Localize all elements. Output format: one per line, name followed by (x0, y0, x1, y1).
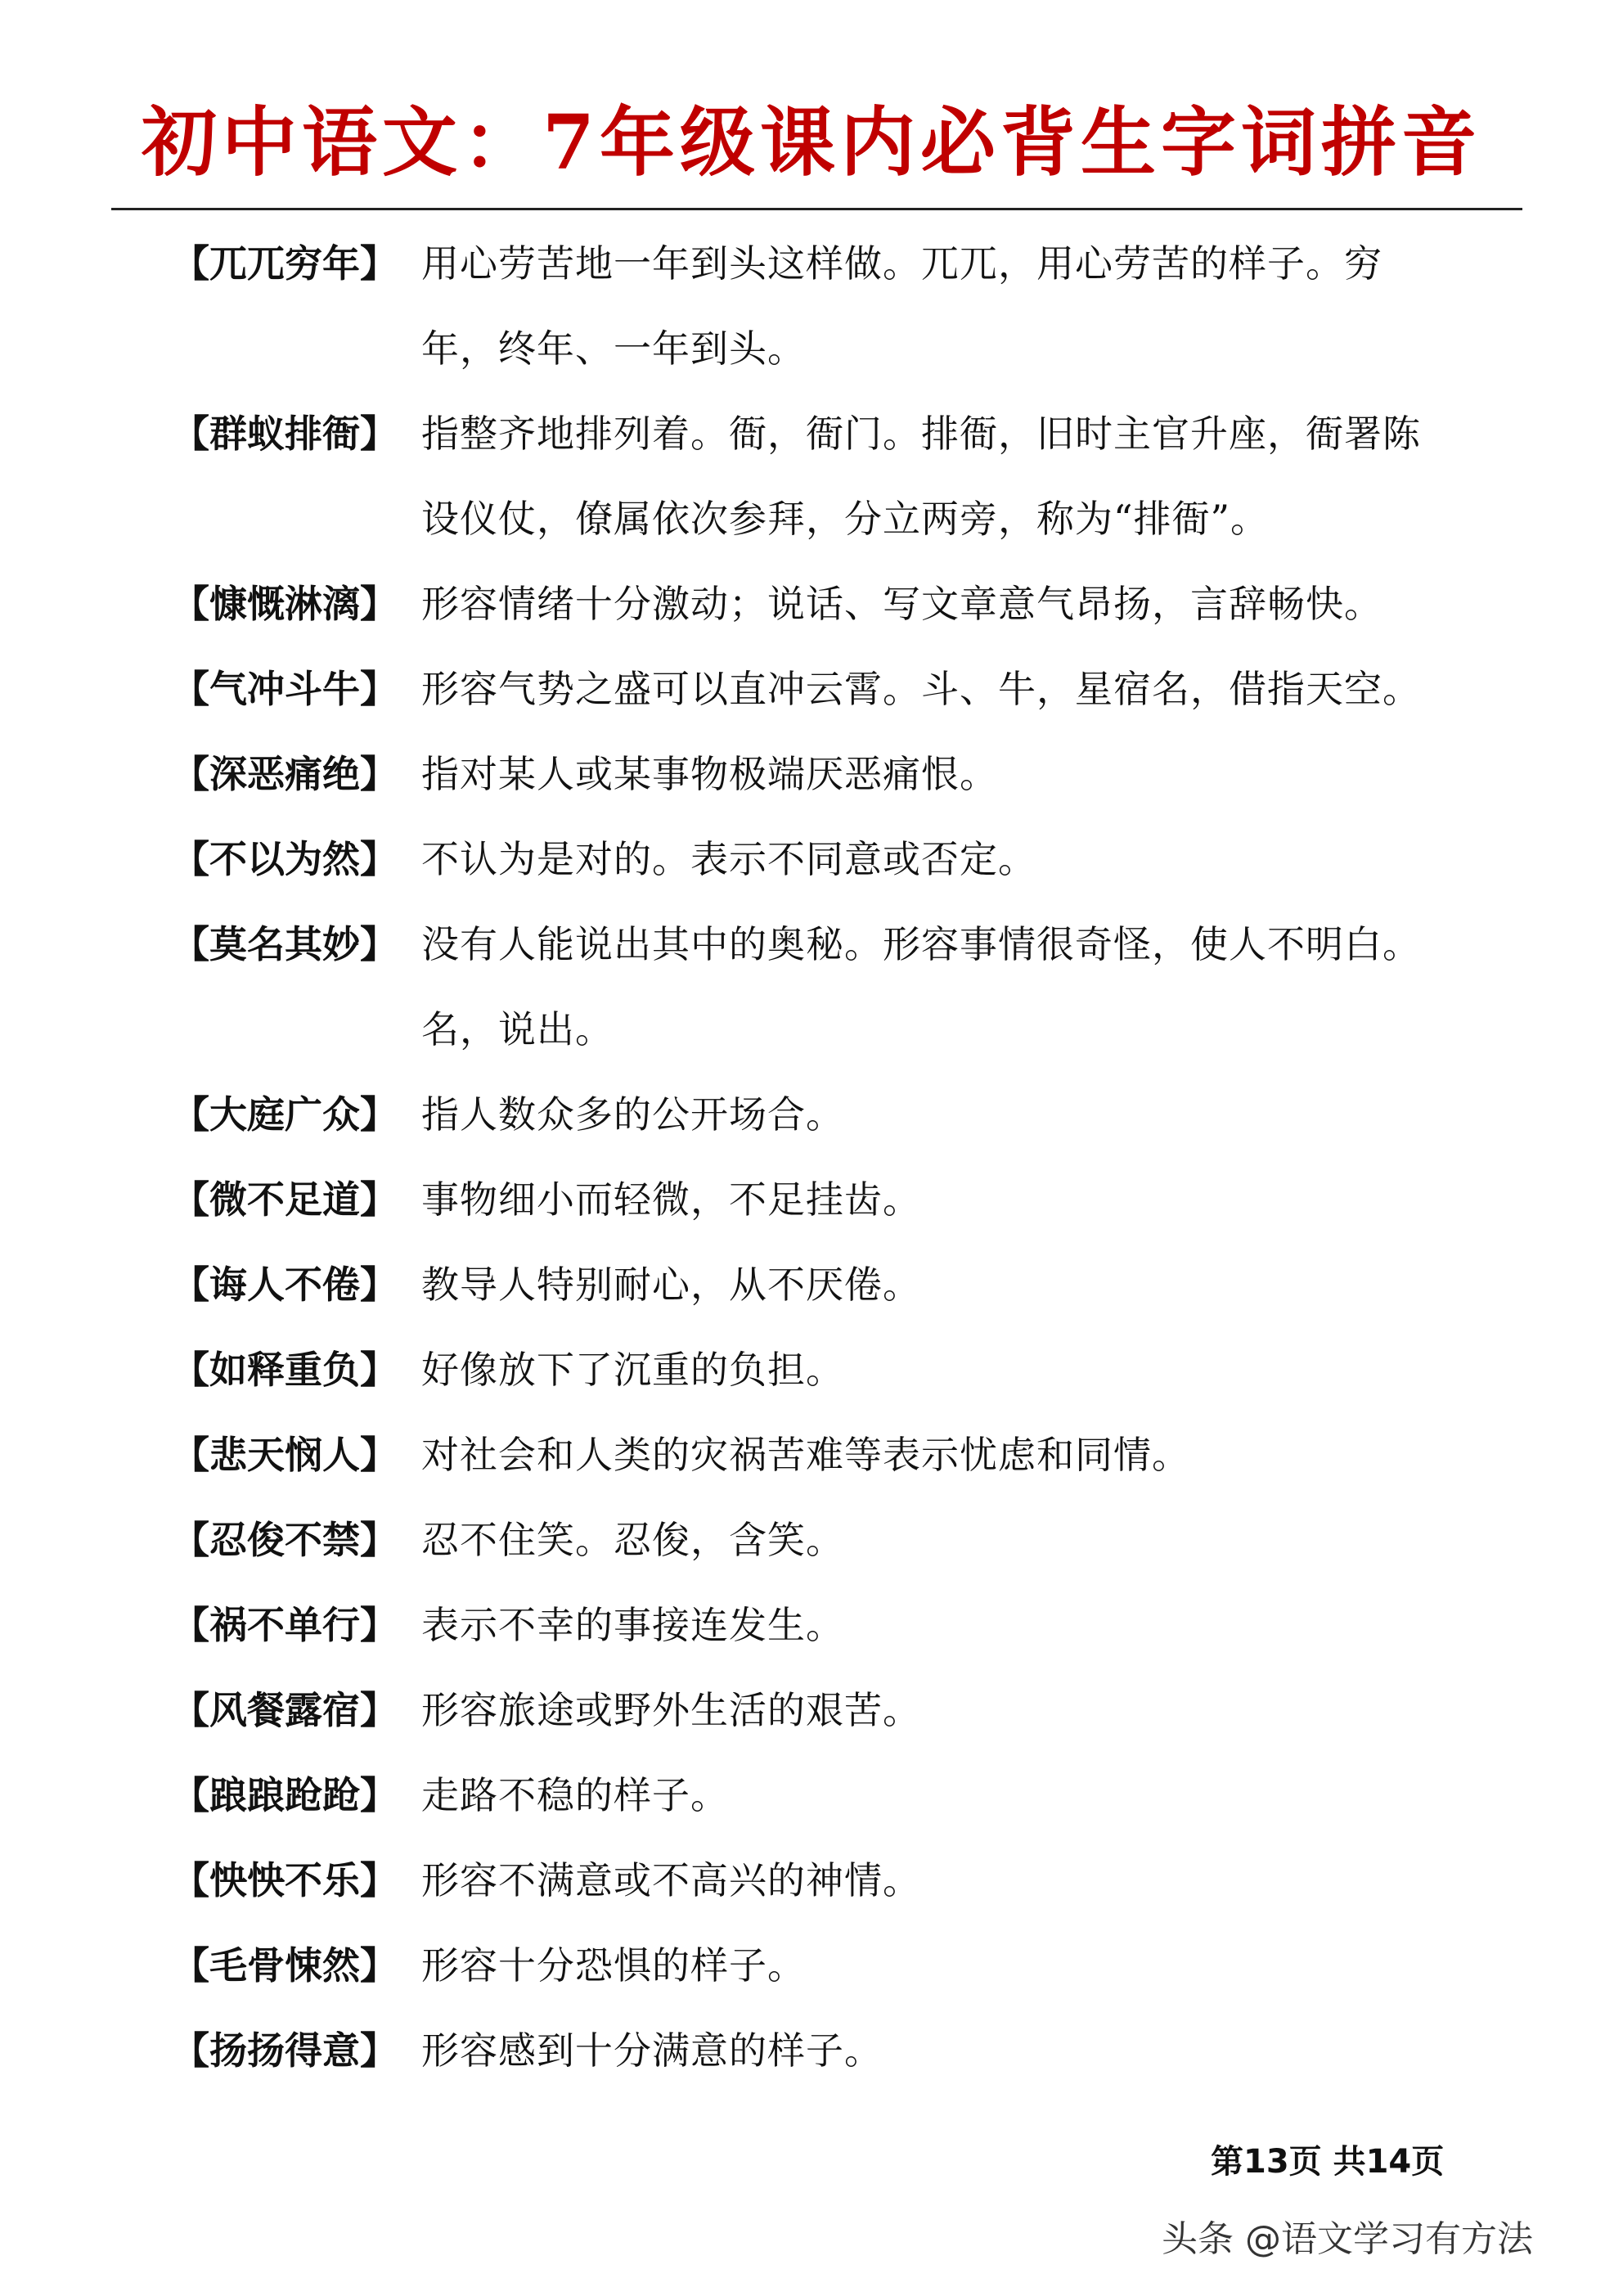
vocabulary-definition (421, 1838, 1505, 1923)
vocabulary-entry (172, 1327, 1505, 1412)
definition-line: 形容情绪十分激动；说话、写文章意气昂扬，言辞畅快。 (421, 582, 1382, 626)
definition-line: 没有人能说出其中的奥秘。形容事情很奇怪，使人不明白。 (421, 922, 1421, 966)
vocabulary-entry (172, 1157, 1505, 1242)
vocabulary-definition (421, 1582, 1505, 1668)
definition-line: 不认为是对的。表示不同意或否定。 (421, 837, 1036, 881)
definition-line: 忍不住笑。忍俊，含笑。 (421, 1518, 844, 1562)
vocabulary-definition (421, 1242, 1505, 1327)
watermark: 头条 @语文学习有方法 (1162, 2218, 1533, 2260)
vocabulary-term: 【如释重负】 (172, 1348, 398, 1392)
vocabulary-definition (421, 221, 1505, 391)
vocabulary-definition (421, 391, 1505, 561)
definition-line: 表示不幸的事接连发生。 (421, 1603, 844, 1647)
vocabulary-definition (421, 561, 1505, 646)
vocabulary-entry (172, 1838, 1505, 1923)
vocabulary-entry (172, 221, 1505, 391)
definition-line: 形容十分恐惧的样子。 (421, 1943, 806, 1988)
vocabulary-entry (172, 1497, 1505, 1582)
vocabulary-definition (421, 1072, 1505, 1157)
vocabulary-entry (172, 1668, 1505, 1753)
vocabulary-definition (421, 902, 1505, 1072)
vocabulary-entry (172, 561, 1505, 646)
vocabulary-entry (172, 391, 1505, 561)
vocabulary-definition (421, 817, 1505, 902)
vocabulary-term: 【深恶痛绝】 (172, 752, 398, 796)
vocabulary-term: 【莫名其妙】 (172, 922, 398, 966)
title-divider (111, 208, 1522, 210)
definition-line: 形容气势之盛可以直冲云霄。斗、牛，星宿名，借指天空。 (421, 667, 1421, 711)
definition-line: 形容不满意或不高兴的神情。 (421, 1858, 921, 1902)
vocabulary-entry (172, 817, 1505, 902)
vocabulary-term: 【群蚁排衙】 (172, 412, 398, 456)
vocabulary-term: 【扬扬得意】 (172, 2028, 398, 2073)
definition-line: 事物细小而轻微，不足挂齿。 (421, 1177, 921, 1222)
vocabulary-entry (172, 732, 1505, 817)
vocabulary-term: 【踉踉跄跄】 (172, 1773, 398, 1817)
vocabulary-definition (421, 1497, 1505, 1582)
vocabulary-entry (172, 1072, 1505, 1157)
vocabulary-term: 【怏怏不乐】 (172, 1858, 398, 1902)
vocabulary-definition (421, 1412, 1505, 1497)
vocabulary-definition (421, 646, 1505, 732)
vocabulary-definition (421, 732, 1505, 817)
definition-line: 走路不稳的样子。 (421, 1773, 729, 1817)
vocabulary-entry (172, 1753, 1505, 1838)
vocabulary-entry (172, 1582, 1505, 1668)
vocabulary-entry (172, 902, 1505, 1072)
vocabulary-term: 【忍俊不禁】 (172, 1518, 398, 1562)
vocabulary-entry (172, 1412, 1505, 1497)
vocabulary-term: 【微不足道】 (172, 1177, 398, 1222)
vocabulary-entry (172, 1242, 1505, 1327)
vocabulary-term: 【大庭广众】 (172, 1092, 398, 1137)
vocabulary-definition (421, 1157, 1505, 1242)
vocabulary-term: 【毛骨悚然】 (172, 1943, 398, 1988)
definition-line: 指对某人或某事物极端厌恶痛恨。 (421, 752, 998, 796)
vocabulary-definition (421, 1327, 1505, 1412)
definition-line: 对社会和人类的灾祸苦难等表示忧虑和同情。 (421, 1433, 1190, 1477)
definition-line: 年，终年、一年到头。 (421, 326, 806, 371)
vocabulary-term: 【诲人不倦】 (172, 1263, 398, 1307)
vocabulary-list (172, 221, 1505, 2093)
vocabulary-definition (421, 1753, 1505, 1838)
vocabulary-term: 【风餐露宿】 (172, 1688, 398, 1732)
definition-line: 教导人特别耐心，从不厌倦。 (421, 1263, 921, 1307)
page-number: 第13页 共14页 (1211, 2143, 1445, 2181)
definition-line: 用心劳苦地一年到头这样做。兀兀，用心劳苦的样子。穷 (421, 241, 1382, 286)
vocabulary-definition (421, 1668, 1505, 1753)
vocabulary-term: 【气冲斗牛】 (172, 667, 398, 711)
definition-line: 名，说出。 (421, 1007, 614, 1051)
definition-line: 形容旅途或野外生活的艰苦。 (421, 1688, 921, 1732)
vocabulary-term: 【慷慨淋漓】 (172, 582, 398, 626)
vocabulary-entry (172, 646, 1505, 732)
vocabulary-entry (172, 2008, 1505, 2093)
vocabulary-term: 【悲天悯人】 (172, 1433, 398, 1477)
vocabulary-term: 【兀兀穷年】 (172, 241, 398, 286)
definition-line: 设仪仗，僚属依次参拜，分立两旁，称为“排衙”。 (421, 497, 1270, 541)
vocabulary-term: 【不以为然】 (172, 837, 398, 881)
page-title: 初中语文：7年级课内必背生字词拼音 (141, 98, 1481, 187)
vocabulary-term: 【祸不单行】 (172, 1603, 398, 1647)
vocabulary-entry (172, 1923, 1505, 2008)
definition-line: 形容感到十分满意的样子。 (421, 2028, 883, 2073)
vocabulary-definition (421, 2008, 1505, 2093)
definition-line: 指人数众多的公开场合。 (421, 1092, 844, 1137)
definition-line: 好像放下了沉重的负担。 (421, 1348, 844, 1392)
definition-line: 指整齐地排列着。衙，衙门。排衙，旧时主官升座，衙署陈 (421, 412, 1421, 456)
vocabulary-definition (421, 1923, 1505, 2008)
